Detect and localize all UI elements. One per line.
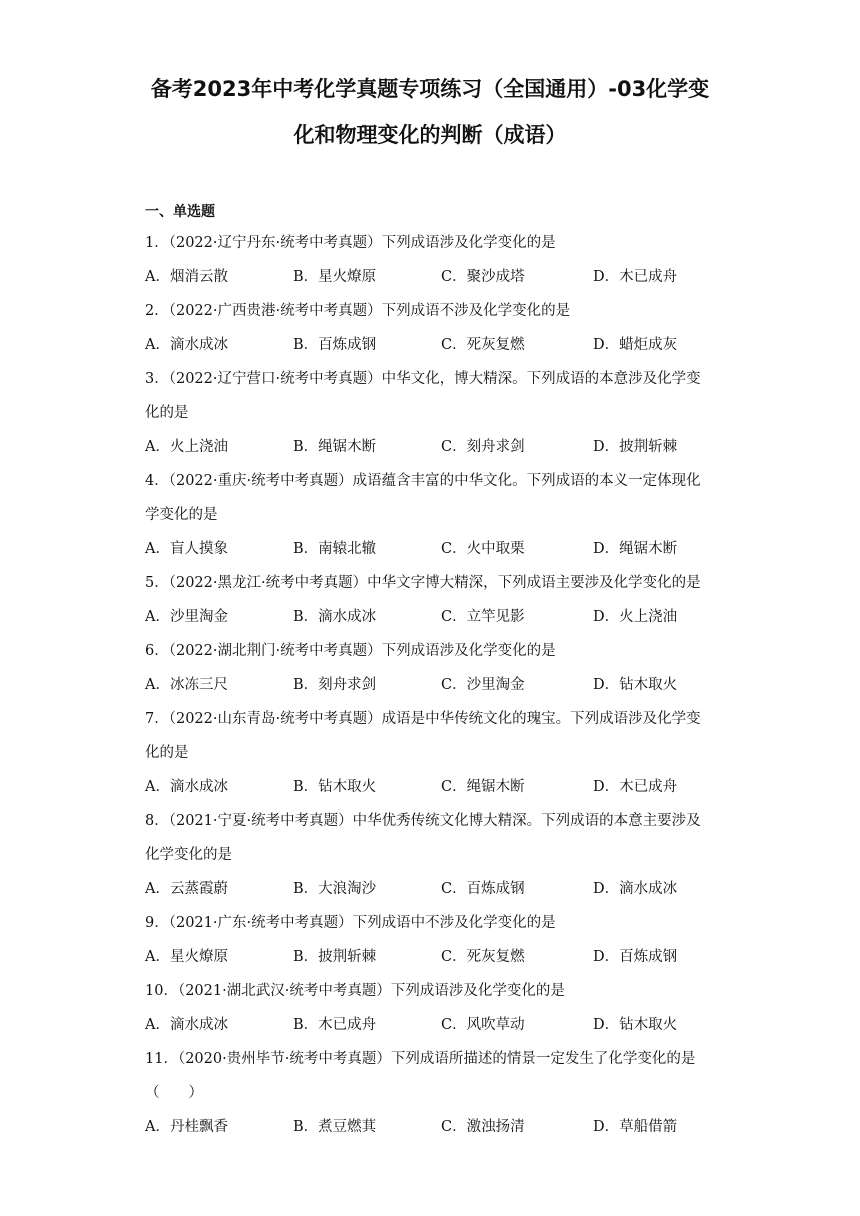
options-row <box>145 940 725 974</box>
question-item <box>145 566 725 634</box>
option-b: B．木已成舟 <box>293 1017 377 1033</box>
option-d: D．蜡炬成灰 <box>593 337 678 353</box>
question-stem-line: 9．（2021·广东·统考中考真题）下列成语中不涉及化学变化的是 <box>145 915 556 931</box>
option-b: B．大浪淘沙 <box>293 881 377 897</box>
option-a: A．盲人摸象 <box>145 541 228 557</box>
option-d: D．钻木取火 <box>593 677 678 693</box>
title-line-2: 化和物理变化的判断（成语） <box>293 123 567 147</box>
option-a: A．云蒸霞蔚 <box>145 881 228 897</box>
question-item <box>145 702 725 804</box>
option-d: D．火上浇油 <box>593 609 678 625</box>
option-b: B．星火燎原 <box>293 269 377 285</box>
option-c: C．沙里淘金 <box>441 677 525 693</box>
options-row <box>145 430 725 464</box>
option-b: B．百炼成钢 <box>293 337 377 353</box>
question-stem-line: 1．（2022·辽宁丹东·统考中考真题）下列成语涉及化学变化的是 <box>145 235 556 251</box>
option-d: D．钻木取火 <box>593 1017 678 1033</box>
question-stem-line: 4．（2022·重庆·统考中考真题）成语蕴含丰富的中华文化。下列成语的本义一定体现化 <box>145 473 701 489</box>
option-a: A．丹桂飘香 <box>145 1119 228 1135</box>
question-stem-line: 8．（2021·宁夏·统考中考真题）中华优秀传统文化博大精深。下列成语的本意主要涉及 <box>145 813 701 829</box>
option-d: D．绳锯木断 <box>593 541 678 557</box>
question-stem-line: （ ） <box>145 1085 203 1101</box>
option-a: A．火上浇油 <box>145 439 228 455</box>
option-d: D．木已成舟 <box>593 269 678 285</box>
options-row <box>145 260 725 294</box>
question-stem-line: 5．（2022·黑龙江·统考中考真题）中华文字博大精深，下列成语主要涉及化学变化的是 <box>145 575 701 591</box>
question-stem-line: 10．（2021·湖北武汉·统考中考真题）下列成语涉及化学变化的是 <box>145 983 565 999</box>
option-a: A．滴水成冰 <box>145 337 228 353</box>
option-a: A．烟消云散 <box>145 269 228 285</box>
option-d: D．滴水成冰 <box>593 881 678 897</box>
question-item <box>145 226 725 294</box>
question-stem-line: 7．（2022·山东青岛·统考中考真题）成语是中华传统文化的瑰宝。下列成语涉及化学变 <box>145 711 701 727</box>
question-stem-line: 2．（2022·广西贵港·统考中考真题）下列成语不涉及化学变化的是 <box>145 303 571 319</box>
option-b: B．南辕北辙 <box>293 541 377 557</box>
option-d: D．披荆斩棘 <box>593 439 678 455</box>
question-item <box>145 974 725 1042</box>
option-c: C．火中取栗 <box>441 541 525 557</box>
option-c: C．绳锯木断 <box>441 779 525 795</box>
option-d: D．百炼成钢 <box>593 949 678 965</box>
option-b: B．滴水成冰 <box>293 609 377 625</box>
option-b: B．刻舟求剑 <box>293 677 377 693</box>
option-a: A．滴水成冰 <box>145 1017 228 1033</box>
document-title <box>100 66 760 158</box>
title-line-1: 备考2023年中考化学真题专项练习（全国通用）-03化学变 <box>150 77 710 101</box>
options-row <box>145 532 725 566</box>
option-c: C．聚沙成塔 <box>441 269 525 285</box>
option-c: C．风吹草动 <box>441 1017 525 1033</box>
option-a: A．滴水成冰 <box>145 779 228 795</box>
options-row <box>145 668 725 702</box>
option-c: C．立竿见影 <box>441 609 525 625</box>
options-row <box>145 328 725 362</box>
option-d: D．草船借箭 <box>593 1119 678 1135</box>
question-stem-line: 化的是 <box>145 405 189 421</box>
option-b: B．钻木取火 <box>293 779 377 795</box>
option-c: C．百炼成钢 <box>441 881 525 897</box>
option-a: A．冰冻三尺 <box>145 677 228 693</box>
question-item <box>145 1042 725 1144</box>
section-heading: 一、单选题 <box>145 204 215 220</box>
question-item <box>145 906 725 974</box>
option-c: C．死灰复燃 <box>441 949 525 965</box>
option-b: B．煮豆燃萁 <box>293 1119 377 1135</box>
question-item <box>145 464 725 566</box>
question-item <box>145 804 725 906</box>
options-row <box>145 770 725 804</box>
options-row <box>145 1110 725 1144</box>
question-stem-line: 化的是 <box>145 745 189 761</box>
options-row <box>145 600 725 634</box>
question-stem-line: 3．（2022·辽宁营口·统考中考真题）中华文化，博大精深。下列成语的本意涉及化学变 <box>145 371 701 387</box>
option-b: B．绳锯木断 <box>293 439 377 455</box>
question-list <box>145 198 725 1144</box>
question-item <box>145 362 725 464</box>
option-b: B．披荆斩棘 <box>293 949 377 965</box>
option-c: C．刻舟求剑 <box>441 439 525 455</box>
question-stem-line: 6．（2022·湖北荆门·统考中考真题）下列成语涉及化学变化的是 <box>145 643 556 659</box>
option-a: A．沙里淘金 <box>145 609 228 625</box>
question-item <box>145 294 725 362</box>
option-c: C．死灰复燃 <box>441 337 525 353</box>
options-row <box>145 872 725 906</box>
question-stem-line: 11．（2020·贵州毕节·统考中考真题）下列成语所描述的情景一定发生了化学变化的是 <box>145 1051 696 1067</box>
question-stem-line: 学变化的是 <box>145 507 218 523</box>
option-d: D．木已成舟 <box>593 779 678 795</box>
option-a: A．星火燎原 <box>145 949 228 965</box>
options-row <box>145 1008 725 1042</box>
question-stem-line: 化学变化的是 <box>145 847 232 863</box>
question-item <box>145 634 725 702</box>
option-c: C．激浊扬清 <box>441 1119 525 1135</box>
